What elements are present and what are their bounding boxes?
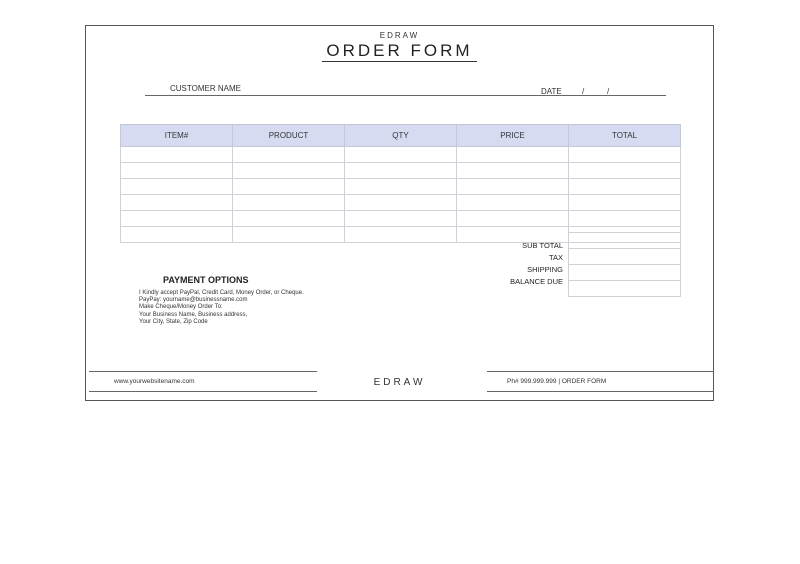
table-cell[interactable]: [121, 163, 233, 179]
table-cell[interactable]: [457, 179, 569, 195]
table-cell[interactable]: [121, 147, 233, 163]
column-header-price: PRICE: [457, 125, 569, 147]
payment-line: Your City, State, Zip Code: [139, 318, 208, 325]
page-title: ORDER FORM: [322, 42, 476, 62]
tax-label: TAX: [548, 253, 563, 262]
table-cell[interactable]: [345, 227, 457, 243]
table-cell[interactable]: [457, 195, 569, 211]
table-cell[interactable]: [345, 195, 457, 211]
table-cell[interactable]: [345, 163, 457, 179]
table-cell[interactable]: [345, 179, 457, 195]
table-row: [121, 195, 681, 211]
subtotal-label: SUB TOTAL: [522, 241, 563, 250]
table-row: [121, 211, 681, 227]
column-header-product: PRODUCT: [233, 125, 345, 147]
table-cell[interactable]: [233, 163, 345, 179]
balance-due-value[interactable]: [569, 281, 681, 297]
table-row: [121, 147, 681, 163]
table-cell[interactable]: [121, 227, 233, 243]
footer-phone: Ph# 999.999.999 | ORDER FORM: [507, 378, 607, 385]
date-separator: /: [607, 87, 610, 96]
customer-name-field[interactable]: [145, 95, 666, 96]
table-cell[interactable]: [233, 179, 345, 195]
shipping-value[interactable]: [569, 265, 681, 281]
column-header-total: TOTAL: [569, 125, 681, 147]
table-cell[interactable]: [233, 211, 345, 227]
table-cell[interactable]: [457, 211, 569, 227]
payment-options-title: PAYMENT OPTIONS: [163, 275, 249, 285]
payment-line: I Kindly accept PayPal, Credit Card, Money Order, or Cheque.: [139, 290, 304, 296]
table-cell[interactable]: [569, 163, 681, 179]
table-cell[interactable]: [233, 227, 345, 243]
tax-value[interactable]: [569, 249, 681, 265]
payment-details: [139, 290, 304, 326]
table-cell[interactable]: [121, 211, 233, 227]
table-cell[interactable]: [569, 195, 681, 211]
table-cell[interactable]: [457, 163, 569, 179]
table-cell[interactable]: [457, 147, 569, 163]
payment-line: Your Business Name, Business address,: [139, 311, 248, 318]
column-header-item: ITEM#: [121, 125, 233, 147]
payment-line: PayPay: yourname@businessname.com: [139, 297, 248, 304]
footer-divider: [487, 391, 714, 392]
table-cell[interactable]: [569, 147, 681, 163]
items-table: [120, 124, 681, 243]
footer-divider: [89, 371, 317, 372]
payment-line: Make Cheque/Money Order To:: [139, 304, 223, 311]
table-cell[interactable]: [233, 147, 345, 163]
footer-divider: [487, 371, 714, 372]
footer-website: www.yourwebsitename.com: [114, 378, 195, 385]
balance-due-label: BALANCE DUE: [510, 277, 563, 286]
table-cell[interactable]: [345, 147, 457, 163]
table-row: [121, 179, 681, 195]
totals-table: [568, 232, 681, 297]
table-cell[interactable]: [121, 179, 233, 195]
footer-divider: [89, 391, 317, 392]
column-header-qty: QTY: [345, 125, 457, 147]
table-cell[interactable]: [569, 211, 681, 227]
shipping-label: SHIPPING: [527, 265, 563, 274]
table-cell[interactable]: [569, 179, 681, 195]
table-cell[interactable]: [233, 195, 345, 211]
date-separator: /: [582, 87, 585, 96]
footer-brand: EDRAW: [373, 377, 426, 388]
customer-name-label: CUSTOMER NAME: [170, 84, 241, 93]
date-label: DATE: [541, 87, 562, 96]
table-cell[interactable]: [345, 211, 457, 227]
brand-header: EDRAW: [379, 31, 420, 40]
subtotal-value[interactable]: [569, 233, 681, 249]
table-header-row: [121, 125, 681, 147]
order-form: [85, 25, 714, 401]
table-cell[interactable]: [121, 195, 233, 211]
table-row: [121, 163, 681, 179]
